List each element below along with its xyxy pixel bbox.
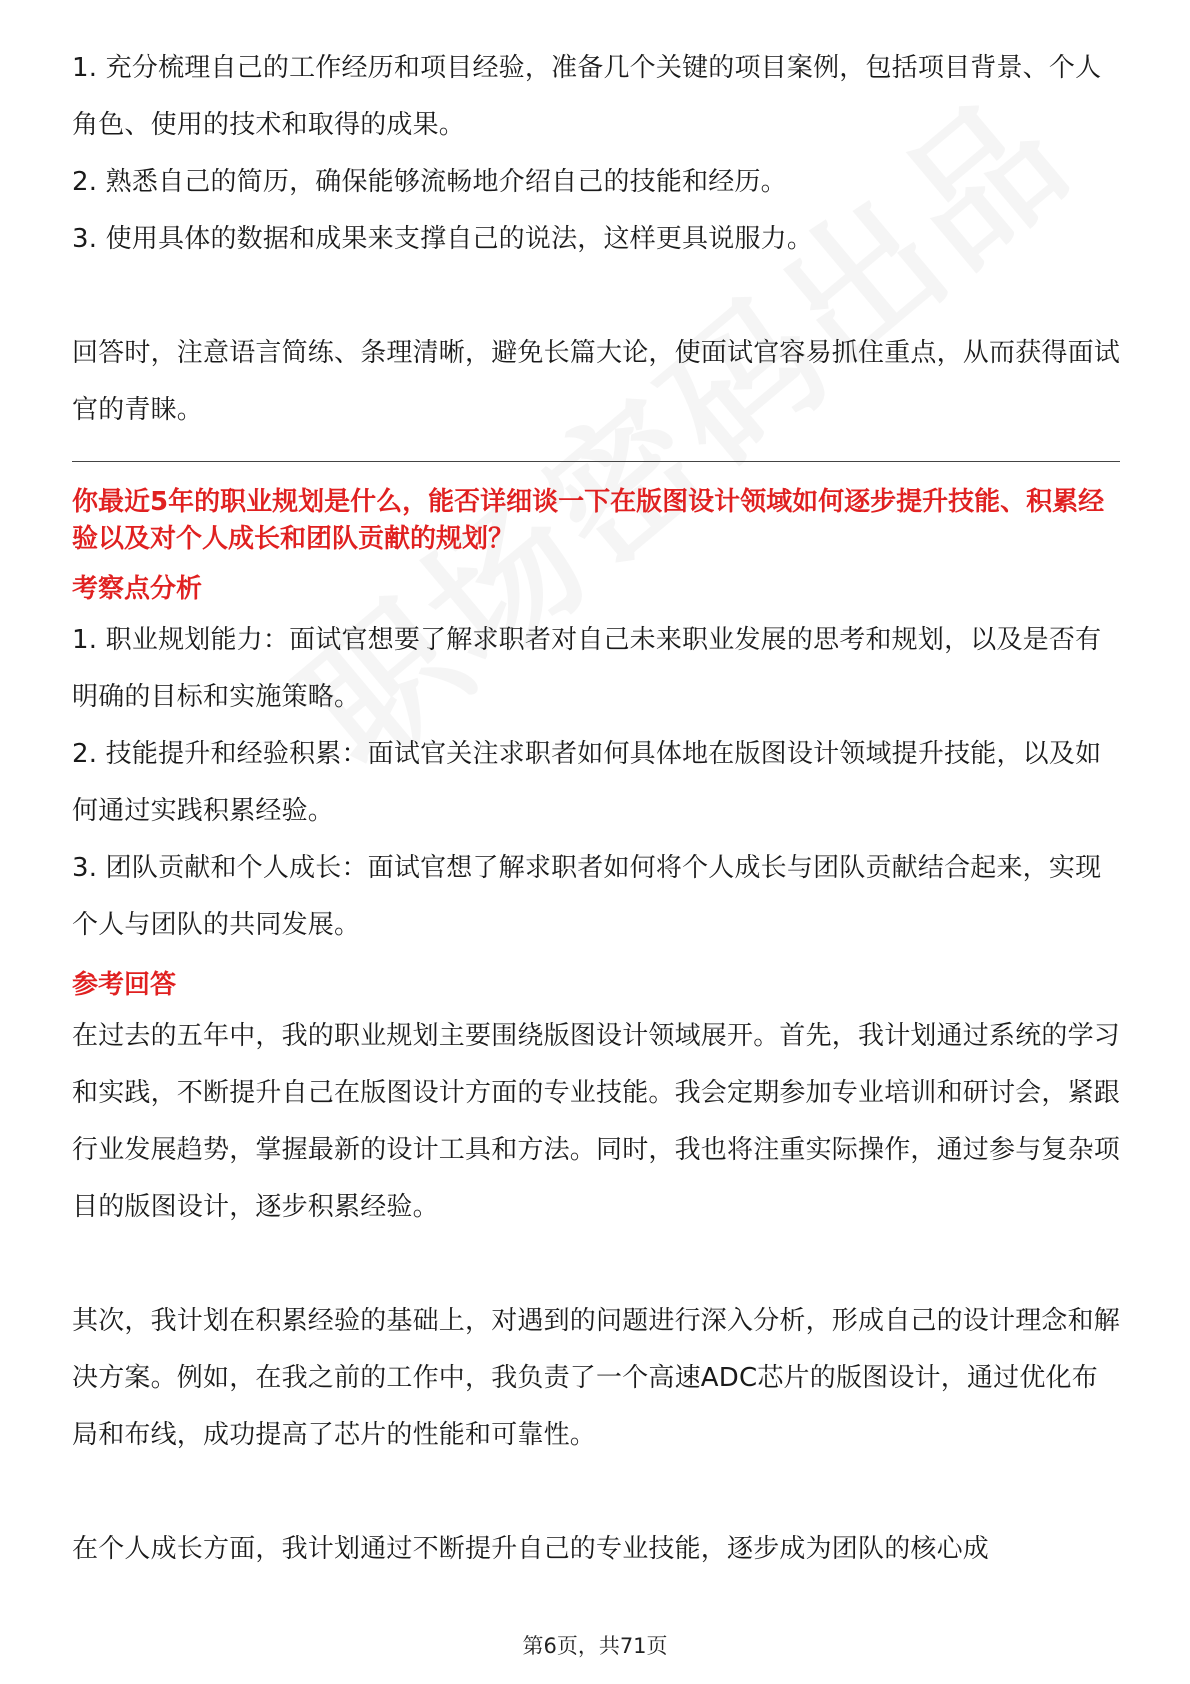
answer-paragraph-2: 其次，我计划在积累经验的基础上，对遇到的问题进行深入分析，形成自己的设计理念和解决方案。例如，在我之前的工作中，我负责了一个高速ADC芯片的版图设计，通过优化布局和布线，成功提高了芯片的性能和可靠性。	[72, 1306, 1121, 1450]
answer-title: 参考回答	[72, 970, 177, 1000]
analysis-item-3: 3. 团队贡献和个人成长：面试官想了解求职者如何将个人成长与团队贡献结合起来，实现个人与团队的共同发展。	[72, 853, 1102, 940]
document-page	[72, 40, 1120, 1578]
section-divider	[72, 461, 1120, 462]
spacer	[72, 1236, 1120, 1293]
answer-paragraph-3: 在个人成长方面，我计划通过不断提升自己的专业技能，逐步成为团队的核心成	[72, 1534, 990, 1564]
analysis-title: 考察点分析	[72, 574, 203, 604]
intro-item-2: 2. 熟悉自己的简历，确保能够流畅地介绍自己的技能和经历。	[72, 167, 787, 197]
page-footer: 第6页，共71页	[522, 1634, 668, 1658]
intro-item-3: 3. 使用具体的数据和成果来支撑自己的说法，这样更具说服力。	[72, 224, 814, 254]
spacer	[72, 268, 1120, 325]
intro-summary: 回答时，注意语言简练、条理清晰，避免长篇大论，使面试官容易抓住重点，从而获得面试官的青睐。	[72, 338, 1121, 425]
answer-paragraph-1: 在过去的五年中，我的职业规划主要围绕版图设计领域展开。首先，我计划通过系统的学习和实践，不断提升自己在版图设计方面的专业技能。我会定期参加专业培训和研讨会，紧跟行业发展趋势，掌握最新的设计工具和方法。同时，我也将注重实际操作，通过参与复杂项目的版图设计，逐步积累经验。	[72, 1021, 1121, 1222]
intro-item-1: 1. 充分梳理自己的工作经历和项目经验，准备几个关键的项目案例，包括项目背景、个人角色、使用的技术和取得的成果。	[72, 53, 1102, 140]
interview-question: 你最近5年的职业规划是什么，能否详细谈一下在版图设计领域如何逐步提升技能、积累经验以及对个人成长和团队贡献的规划？	[72, 487, 1105, 554]
spacer	[72, 1464, 1120, 1521]
analysis-item-2: 2. 技能提升和经验积累：面试官关注求职者如何具体地在版图设计领域提升技能，以及如何通过实践积累经验。	[72, 739, 1102, 826]
analysis-item-1: 1. 职业规划能力：面试官想要了解求职者对自己未来职业发展的思考和规划，以及是否有明确的目标和实施策略。	[72, 625, 1102, 712]
